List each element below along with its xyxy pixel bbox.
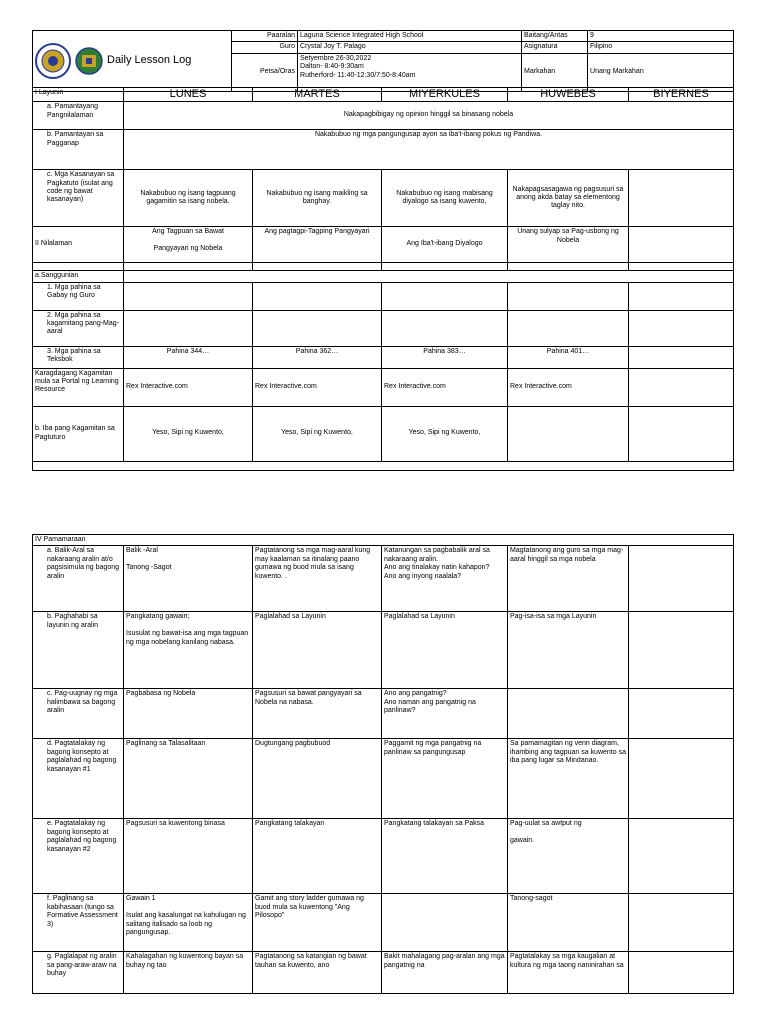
- petsa-value: [298, 53, 522, 91]
- pamamaraan-cell-miyerkules: [382, 894, 508, 952]
- layunin-label: I Layunin: [33, 88, 124, 102]
- kagamitang-mag-aaral-label: 2. Mga pahina sa kagamitang pang-Mag-aaral: [33, 310, 124, 346]
- pamamaraan-cell-lunes: Gawain 1 Isulat ang kasalungat na kahulugan ng salitang italisado sa loob ng pangungusap.: [124, 894, 253, 952]
- petsa-line-2: Dalton- 8:40-9:30am: [300, 63, 364, 71]
- pamamaraan-cell-huwebes: Pag-isa-isa sa mga Layunin: [508, 612, 629, 689]
- pamamaraan-cell-huwebes: [508, 689, 629, 739]
- gabay-guro-huwebes: [508, 282, 629, 310]
- pamamaraan-row-label: c. Pag-uugnay ng mga halimbawa sa bagong aralin: [33, 689, 124, 739]
- pamamaraan-cell-lunes: Pangkatang gawain; Isusulat ng bawat-isa ang mga tagpuan ng mga nobelang kanilang nabasa.: [124, 612, 253, 689]
- kagamitang-miyerkules: [382, 310, 508, 346]
- pamamaraan-row-label: g. Paglalapat ng aralin sa pang-araw-araw na buhay: [33, 952, 124, 994]
- kasanayan-miyerkules: Nakabubuo ng isang mabisang diyalogo sa isang kuwento,: [382, 170, 508, 227]
- pamamaraan-cell-miyerkules: Paggamit ng mga pangatnig na panlinaw sa pangungusap: [382, 739, 508, 819]
- baitang-value: 9: [588, 31, 734, 42]
- guro-label: Guro: [232, 42, 298, 53]
- kagamitang-huwebes: [508, 310, 629, 346]
- pamamaraan-cell-biyernes: [629, 689, 734, 739]
- kagamitang-lunes: [124, 310, 253, 346]
- pamamaraan-cell-martes: Pagtatanong sa mga mag-aaral kung may kaalaman sa itinalang paano gumawa ng buod mula sa isang kuwento. .: [253, 546, 382, 612]
- pamamaraan-row-label: e. Pagtatalakay ng bagong konsepto at paglalahad ng bagong kasanayan #2: [33, 819, 124, 894]
- spacer-cell: [33, 263, 124, 271]
- pamamaraan-cell-miyerkules: Ano ang pangatnig? Ano naman ang pangatnig na panlinaw?: [382, 689, 508, 739]
- pamamaraan-label: IV Pamamaraan: [33, 535, 734, 546]
- kagamitang-martes: [253, 310, 382, 346]
- pamamaraan-row: [33, 612, 734, 689]
- kasanayan-huwebes: Nakapagsasagawa ng pagsusuri sa anong akda batay sa elementong taglay nito.: [508, 170, 629, 227]
- lr-lunes: Rex Interactive.com: [124, 368, 253, 406]
- pamamaraan-row: [33, 819, 734, 894]
- pamamaraan-row: [33, 546, 734, 612]
- pamamaraan-row: [33, 952, 734, 994]
- pamamaraan-row: [33, 689, 734, 739]
- teksbok-lunes: Pahina 344…: [124, 346, 253, 368]
- lr-martes: Rex Interactive.com: [253, 368, 382, 406]
- pamamaraan-cell-lunes: Pagsusuri sa kuwentong binasa: [124, 819, 253, 894]
- pamamaraan-cell-martes: Gamit ang story ladder gumawa ng buod mula sa kuwentong "Ang Pilosopo": [253, 894, 382, 952]
- gabay-guro-biyernes: [629, 282, 734, 310]
- kasanayan-lunes: Nakabubuo ng isang tagpuang gagamitin sa isang nobela.: [124, 170, 253, 227]
- day-martes: MARTES: [253, 88, 382, 102]
- teksbok-huwebes: Pahina 401…: [508, 346, 629, 368]
- teksbok-label: 3. Mga pahina sa Teksbok: [33, 346, 124, 368]
- learning-resource-label: Karagdagang Kagamitan mula sa Portal ng Learning Resource: [33, 368, 124, 406]
- pamamaraan-table: [32, 534, 734, 994]
- day-miyerkules: MIYERKULES: [382, 88, 508, 102]
- spacer-cell: [508, 263, 629, 271]
- nilalaman-martes: Ang pagtagpi-Tagping Pangyayari: [253, 227, 382, 263]
- pamamaraan-cell-biyernes: [629, 819, 734, 894]
- iba-pang-kagamitan-label: b. Iba pang Kagamitan sa Pagtuturo: [33, 406, 124, 461]
- markahan-value: Unang Markahan: [588, 53, 734, 91]
- gabay-guro-martes: [253, 282, 382, 310]
- pamamaraan-row-label: d. Pagtatalakay ng bagong konsepto at paglalahad ng bagong kasanayan #1: [33, 739, 124, 819]
- kasanayan-biyernes: [629, 170, 734, 227]
- teksbok-martes: Pahina 362…: [253, 346, 382, 368]
- pamamaraan-cell-miyerkules: Katanungan sa pagbabalik aral sa nakaraang aralin. Ano ang tinalakay natin kahapon? Ano ang inyong naalala?: [382, 546, 508, 612]
- pamamaraan-cell-lunes: Pagbabasa ng Nobela: [124, 689, 253, 739]
- pamamaraan-cell-huwebes: Magtatanong ang guro sa mga mag-aaral hinggil sa mga nobela: [508, 546, 629, 612]
- pamamaraan-cell-huwebes: Pagtatalakay sa mga kaugalian at kultura ng mga taong naninirahan sa: [508, 952, 629, 994]
- gabay-guro-miyerkules: [382, 282, 508, 310]
- pamamaraan-cell-biyernes: [629, 612, 734, 689]
- day-biyernes: BIYERNES: [629, 88, 734, 102]
- teksbok-miyerkules: Pahina 383…: [382, 346, 508, 368]
- lr-biyernes: [629, 368, 734, 406]
- paaralan-label: Paaralan: [232, 31, 298, 42]
- day-huwebes: HUWEBES: [508, 88, 629, 102]
- pamamaraan-cell-martes: Pangkatang talakayan: [253, 819, 382, 894]
- lr-huwebes: Rex Interactive.com: [508, 368, 629, 406]
- ibapa-huwebes: [508, 406, 629, 461]
- gabay-guro-lunes: [124, 282, 253, 310]
- gabay-guro-label: 1. Mga pahina sa Gabay ng Guro: [33, 282, 124, 310]
- ibapa-biyernes: [629, 406, 734, 461]
- day-lunes: LUNES: [124, 88, 253, 102]
- pamamaraan-cell-lunes: Kahalagahan ng kuwentong bayan sa buhay ng tao: [124, 952, 253, 994]
- paaralan-value: Laguna Science Integrated High School: [298, 31, 522, 42]
- pamamaraan-cell-lunes: Balik -Aral Tanong -Sagot: [124, 546, 253, 612]
- pamamaraan-row-label: a. Balik-Aral sa nakaraang aralin at/o pagsisimula ng bagong aralin: [33, 546, 124, 612]
- pamamaraan-rows: [33, 546, 734, 994]
- pamamaraan-row-label: f. Paglinang sa kabihasaan (tungo sa Formative Assessment 3): [33, 894, 124, 952]
- baitang-label: Baitang/Antas: [522, 31, 588, 42]
- sanggunian-label: a.Sanggunian: [33, 271, 124, 282]
- pamamaraan-cell-miyerkules: Pangkatang talakayan sa Paksa: [382, 819, 508, 894]
- pamamaraan-cell-miyerkules: Paglalahad sa Layunin: [382, 612, 508, 689]
- petsa-line-1: Setyembre 26-30,2022: [300, 54, 372, 62]
- pamamaraan-cell-martes: Pagtatanong sa katangian ng bawat tauhan sa kuwento, ano: [253, 952, 382, 994]
- ibapa-martes: Yeso, Sipi ng Kuwento,: [253, 406, 382, 461]
- pamamaraan-cell-huwebes: Pag-uulat sa awtput ng gawain.: [508, 819, 629, 894]
- markahan-label: Markahan: [522, 53, 588, 91]
- pamantayan-pagganap-label: b. Pamantayan sa Pagganap: [33, 130, 124, 170]
- kasanayan-label: c. Mga Kasanayan sa Pagkatuto (isulat ang code ng bawat kasanayan): [33, 170, 124, 227]
- petsa-line-3: Rutherford- 11:40-12:30/7:50-8:40am: [300, 71, 416, 79]
- pamamaraan-cell-biyernes: [629, 739, 734, 819]
- pamamaraan-row-label: b. Paghahabi sa layunin ng aralin: [33, 612, 124, 689]
- logo-title-cell: [33, 31, 232, 92]
- sanggunian-blank: [124, 271, 734, 282]
- teksbok-biyernes: [629, 346, 734, 368]
- pamamaraan-cell-lunes: Paglinang sa Talasalitaan: [124, 739, 253, 819]
- pamantayang-pangnilalaman-label: a. Pamantayang Pangnilalaman: [33, 102, 124, 130]
- pamamaraan-cell-biyernes: [629, 952, 734, 994]
- pamamaraan-cell-martes: Paglalahad sa Layunin: [253, 612, 382, 689]
- spacer-cell: [629, 263, 734, 271]
- ibapa-miyerkules: Yeso, Sipi ng Kuwento,: [382, 406, 508, 461]
- nilalaman-biyernes: [629, 227, 734, 263]
- pamamaraan-cell-miyerkules: Bakit mahalagang pag-aralan ang mga pangatnig na: [382, 952, 508, 994]
- pamamaraan-cell-huwebes: Tanong-sagot: [508, 894, 629, 952]
- pamamaraan-cell-biyernes: [629, 894, 734, 952]
- pamantayang-pangnilalaman-value: Nakapagbibigay ng opinion hinggil sa binasang nobela: [124, 102, 734, 130]
- spacer-cell: [124, 263, 253, 271]
- header-table: [32, 30, 734, 92]
- petsa-label: Petsa/Oras: [232, 53, 298, 91]
- asignatura-label: Asignatura: [522, 42, 588, 53]
- guro-value: Crystal Joy T. Palago: [298, 42, 522, 53]
- pamantayan-pagganap-value: Nakabubuo ng mga pangungusap ayon sa iba't-ibang pokus ng Pandiwa.: [124, 130, 734, 170]
- table-footer-row: [33, 461, 734, 470]
- pamamaraan-cell-biyernes: [629, 546, 734, 612]
- lr-miyerkules: Rex Interactive.com: [382, 368, 508, 406]
- pamamaraan-row: [33, 894, 734, 952]
- ibapa-lunes: Yeso, Sipi ng Kuwento,: [124, 406, 253, 461]
- document-title: Daily Lesson Log: [107, 54, 192, 67]
- pamamaraan-cell-huwebes: Sa pamamagitan ng venn diagram, ihambing ang tagpuan sa kuwento sa iba pang lugar sa Mindanao.: [508, 739, 629, 819]
- spacer-cell: [253, 263, 382, 271]
- kagamitang-biyernes: [629, 310, 734, 346]
- nilalaman-label: II Nilalaman: [33, 227, 124, 263]
- asignatura-value: Filipino: [588, 42, 734, 53]
- kasanayan-martes: Nakabubuo ng isang maikling sa banghay.: [253, 170, 382, 227]
- pamamaraan-row: [33, 739, 734, 819]
- nilalaman-lunes: Ang Tagpuan sa Bawat Pangyayari ng Nobela: [124, 227, 253, 263]
- pamamaraan-cell-martes: Dugtungang pagbubuod: [253, 739, 382, 819]
- pamamaraan-cell-martes: Pagsusuri sa bawat pangyayari sa Nobela na nabasa.: [253, 689, 382, 739]
- deped-seal-icon: [35, 43, 71, 79]
- lesson-table: [32, 87, 734, 471]
- nilalaman-huwebes: Unang sulyap sa Pag-usbong ng Nobela: [508, 227, 629, 263]
- nilalaman-miyerkules: Ang Iba't-ibang Diyalogo: [382, 227, 508, 263]
- division-seal-icon: [75, 47, 103, 75]
- spacer-cell: [382, 263, 508, 271]
